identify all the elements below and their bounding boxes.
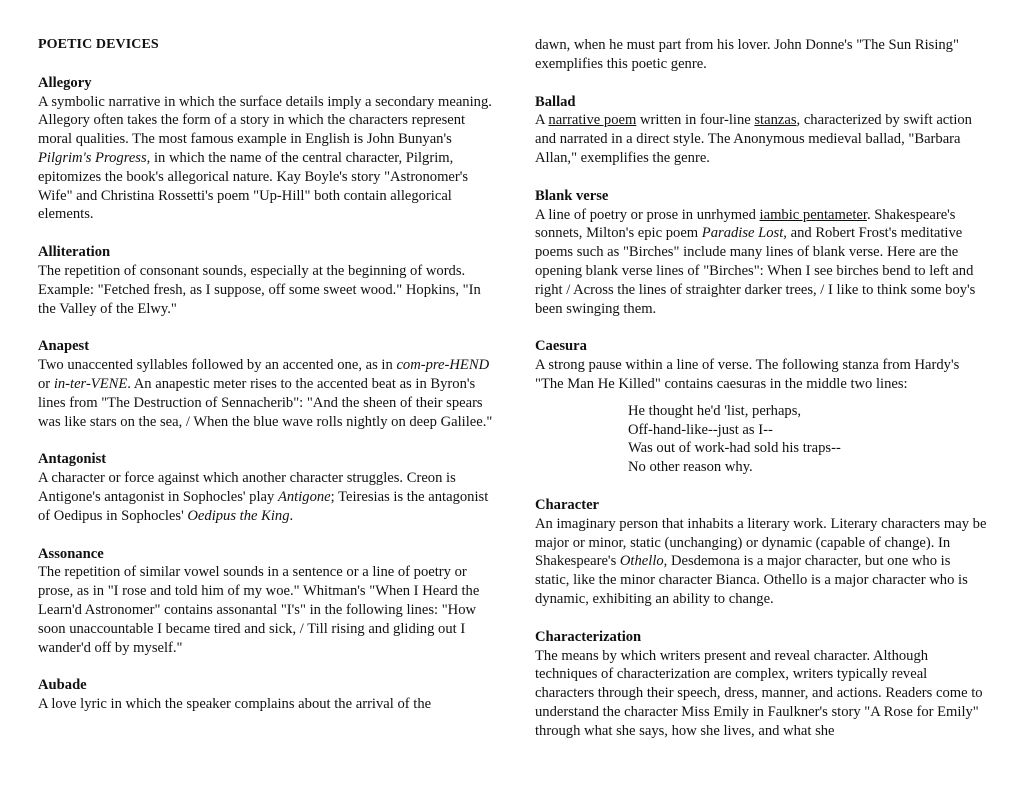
- term-heading: Character: [535, 496, 600, 513]
- definition-text: or: [38, 375, 54, 392]
- italic-example: in-ter-VENE: [53, 375, 128, 392]
- definition-text: An imaginary person that inhabits a literary work. Literary characters may be major or minor, static (unchanging) or dynamic (capable of change). In Shakespeare's: [535, 515, 987, 570]
- term-definition: [535, 515, 987, 609]
- italic-title: Pilgrim's Progress: [38, 149, 147, 166]
- term-definition: [38, 93, 494, 225]
- entry-character: [535, 496, 987, 609]
- entry-aubade: [38, 676, 494, 714]
- term-heading: Characterization: [535, 628, 642, 645]
- link-narrative-poem[interactable]: narrative poem: [548, 112, 637, 129]
- definition-text: The repetition of similar vowel sounds in a sentence or a line of poetry or prose, as in "I rose and told him of my woe." Whitman's "When I Heard the Learn'd Astronomer" contains assonantal "I's" in the following lines: "How soon unaccountable I became tired and sick, / Till rising and gliding out I wander'd off by myself.": [38, 564, 480, 656]
- poem-line: No other reason why.: [628, 459, 753, 476]
- term-heading: Allegory: [38, 74, 92, 91]
- italic-title: Othello: [619, 553, 664, 570]
- definition-text: , characterized by swift action and narrated in a direct style. The Anonymous medieval ballad, "Barbara Allan," exemplifies the genre.: [535, 112, 972, 166]
- definition-text: written in four-line: [636, 112, 755, 129]
- definition-text: dawn, when he must part from his lover. John Donne's "The Sun Rising" exemplifies this poetic genre.: [535, 37, 959, 72]
- definition-text: A symbolic narrative in which the surface details imply a secondary meaning. Allegory often takes the form of a story in which the characters represent moral qualities. The most famous example in English is John Bunyan's: [38, 93, 492, 148]
- link-iambic-pentameter[interactable]: iambic pentameter: [759, 206, 867, 223]
- definition-text: A character or force against which another character struggles. Creon is Antigone's antagonist in Sophocles' play: [38, 470, 456, 505]
- link-stanzas[interactable]: stanzas: [754, 112, 797, 129]
- term-heading: Anapest: [38, 338, 90, 355]
- term-definition: [38, 262, 494, 318]
- term-definition: [38, 469, 494, 525]
- entry-ballad: [535, 93, 987, 168]
- entry-anapest: [38, 337, 494, 431]
- poem-stanza: [628, 402, 987, 477]
- definition-text: , and Robert Frost's meditative poems such as "Birches" include many lines of blank verse. Here are the opening blank verse lines of "Birches": When I see birches bend to left and right / Across the lines of straighter darker trees, / I like to think some boy's been swinging them.: [535, 225, 976, 317]
- term-definition: [38, 563, 494, 657]
- term-definition: [38, 695, 494, 714]
- entry-aubade-continued: [535, 36, 987, 74]
- entry-caesura: [535, 337, 987, 393]
- term-heading: Blank verse: [535, 187, 609, 204]
- term-heading: Alliteration: [38, 244, 111, 261]
- poem-line: Was out of work-had sold his traps--: [628, 440, 841, 457]
- term-heading: Caesura: [535, 338, 587, 355]
- definition-text: The means by which writers present and reveal character. Although techniques of characterization are complex, writers typically reveal characters through their speech, dress, manner, and actions. Readers come to understand the character Miss Emily in Faulkner's story "A Rose for Emily" through what she says, how she lives, and what she: [535, 647, 983, 739]
- entry-alliteration: [38, 243, 494, 318]
- definition-text: A: [535, 112, 549, 129]
- entry-characterization: [535, 628, 987, 741]
- definition-text: A love lyric in which the speaker complains about the arrival of the: [38, 696, 432, 713]
- italic-title: Oedipus the King: [187, 507, 290, 524]
- definition-text: . An anapestic meter rises to the accented beat as in Byron's lines from "The Destruction of Sennacherib": "And the sheen of their spears was like stars on the sea, / When the blue wave rolls nightly on deep Galilee.": [38, 375, 493, 430]
- term-definition: [535, 36, 987, 74]
- definition-text: ; Teiresias is the antagonist of Oedipus in Sophocles': [38, 488, 489, 524]
- poem-line: He thought he'd 'list, perhaps,: [628, 402, 802, 419]
- poem-line: Off-hand-like--just as I--: [628, 421, 773, 438]
- right-column: [535, 36, 987, 760]
- term-definition: [535, 647, 987, 741]
- term-heading: Assonance: [38, 545, 104, 562]
- definition-text: . Shakespeare's sonnets, Milton's epic poem: [535, 206, 956, 242]
- term-definition: [38, 356, 494, 431]
- definition-text: .: [289, 507, 294, 524]
- definition-text: A line of poetry or prose in unrhymed: [535, 206, 760, 223]
- definition-text: A strong pause within a line of verse. The following stanza from Hardy's "The Man He Killed" contains caesuras in the middle two lines:: [535, 357, 960, 392]
- entry-allegory: [38, 74, 494, 224]
- entry-blank-verse: [535, 187, 987, 319]
- term-definition: [535, 111, 987, 167]
- term-definition: [535, 356, 987, 394]
- entry-antagonist: [38, 450, 494, 525]
- italic-title: Antigone: [277, 488, 331, 505]
- term-heading: Antagonist: [38, 451, 107, 468]
- left-column: [38, 36, 494, 733]
- definition-text: , Desdemona is a major character, but one who is static, like the minor character Bianca. Othello is a major character who is dynamic, exhibiting an ability to change.: [535, 553, 968, 607]
- term-heading: Aubade: [38, 677, 87, 694]
- entry-assonance: [38, 545, 494, 658]
- definition-text: The repetition of consonant sounds, especially at the beginning of words. Example: "Fetched fresh, as I suppose, off some sweet wood." Hopkins, "In the Valley of the Elwy.": [38, 262, 481, 317]
- term-definition: [535, 206, 987, 319]
- page-title: POETIC DEVICES: [38, 37, 159, 52]
- italic-title: Paradise Lost: [701, 225, 784, 242]
- term-heading: Ballad: [535, 93, 576, 110]
- definition-text: Two unaccented syllables followed by an accented one, as in: [38, 357, 397, 374]
- definition-text: , in which the name of the central character, Pilgrim, epitomizes the book's allegorical nature. Kay Boyle's story "Astronomer's Wife" and Christina Rossetti's poem "Up-Hill" both contain allegorical elements.: [38, 149, 469, 223]
- italic-example: com-pre-HEND: [396, 357, 490, 374]
